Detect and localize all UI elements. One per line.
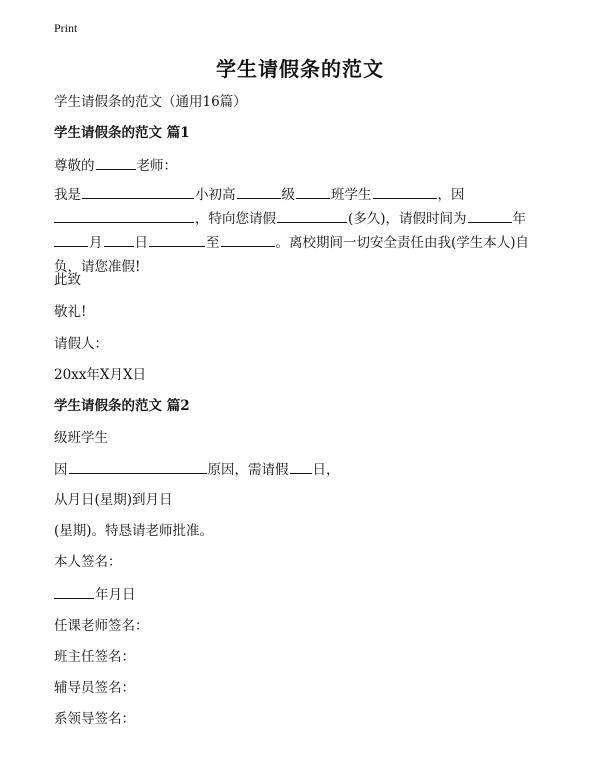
start-blank [149, 233, 205, 247]
month-blank [54, 233, 88, 247]
s2-line-5: 本人签名： [54, 554, 122, 570]
body-text: 班学生 [331, 187, 372, 203]
body-text: 年 [512, 211, 527, 227]
s2-line-6 [54, 585, 136, 604]
closing-line-2: 敬礼! [54, 304, 87, 320]
print-link[interactable]: Print [54, 21, 78, 35]
end-blank [221, 233, 275, 247]
s2-line-9: 辅导员签名： [54, 680, 135, 696]
year-blank-2 [54, 585, 94, 599]
day-blank [104, 233, 134, 247]
s2-line-7: 任课老师签名： [54, 618, 149, 634]
body-text: 小初高 [195, 187, 236, 203]
year-blank [468, 209, 512, 223]
body-text: (多久)，请假时间为 [348, 211, 467, 227]
s2-line-1: 级班学生 [54, 430, 108, 446]
s2-line-10: 系领导签名： [54, 711, 135, 727]
page-title: 学生请假条的范文 [216, 57, 384, 81]
closing-line-1: 此致 [54, 272, 81, 288]
reason-blank [69, 460, 207, 474]
s2-line-3: 从月日(星期)到月日 [54, 492, 173, 508]
body-text: 负，请您准假! [54, 259, 141, 275]
body-line-4 [54, 255, 552, 279]
days-blank [290, 460, 312, 474]
body-text: 月 [89, 235, 103, 251]
section-heading-2: 学生请假条的范文 篇2 [54, 398, 190, 414]
s2-line-4: (星期)。特恳请老师批准。 [54, 523, 214, 539]
class-blank [296, 185, 330, 199]
body-line-1 [54, 183, 552, 207]
grade-blank [237, 185, 281, 199]
s2-line-2 [54, 460, 340, 479]
body-text: ，因 [437, 187, 465, 203]
teacher-name-blank [96, 156, 136, 170]
reason-blank-a [373, 185, 437, 199]
requester-label: 请假人： [54, 336, 108, 352]
body-text: 因 [54, 462, 68, 478]
s2-line-8: 班主任签名： [54, 649, 135, 665]
request-date: 20xx年X月X日 [54, 367, 147, 383]
body-text: 日， [312, 462, 340, 478]
body-line-3 [54, 231, 552, 255]
greeting-line [54, 156, 177, 175]
greeting-prefix: 尊敬的 [54, 158, 95, 174]
body-text: 。离校期间一切安全责任由我(学生本人)自 [275, 235, 530, 251]
reason-blank-b [54, 209, 194, 223]
body-paragraph [54, 183, 552, 279]
greeting-suffix: 老师： [136, 158, 177, 174]
section-heading-1: 学生请假条的范文 篇1 [54, 125, 190, 141]
body-text: ，特向您请假 [195, 211, 276, 227]
body-text: 级 [281, 187, 295, 203]
body-line-2 [54, 207, 552, 231]
body-text: 至 [206, 235, 220, 251]
body-text: 原因，需请假 [207, 462, 289, 478]
duration-blank [277, 209, 347, 223]
body-text: 年月日 [95, 587, 136, 603]
body-text: 我是 [54, 187, 81, 203]
body-text: 日 [134, 235, 148, 251]
name-blank [82, 185, 194, 199]
document-subtitle: 学生请假条的范文（通用16篇） [54, 94, 247, 110]
